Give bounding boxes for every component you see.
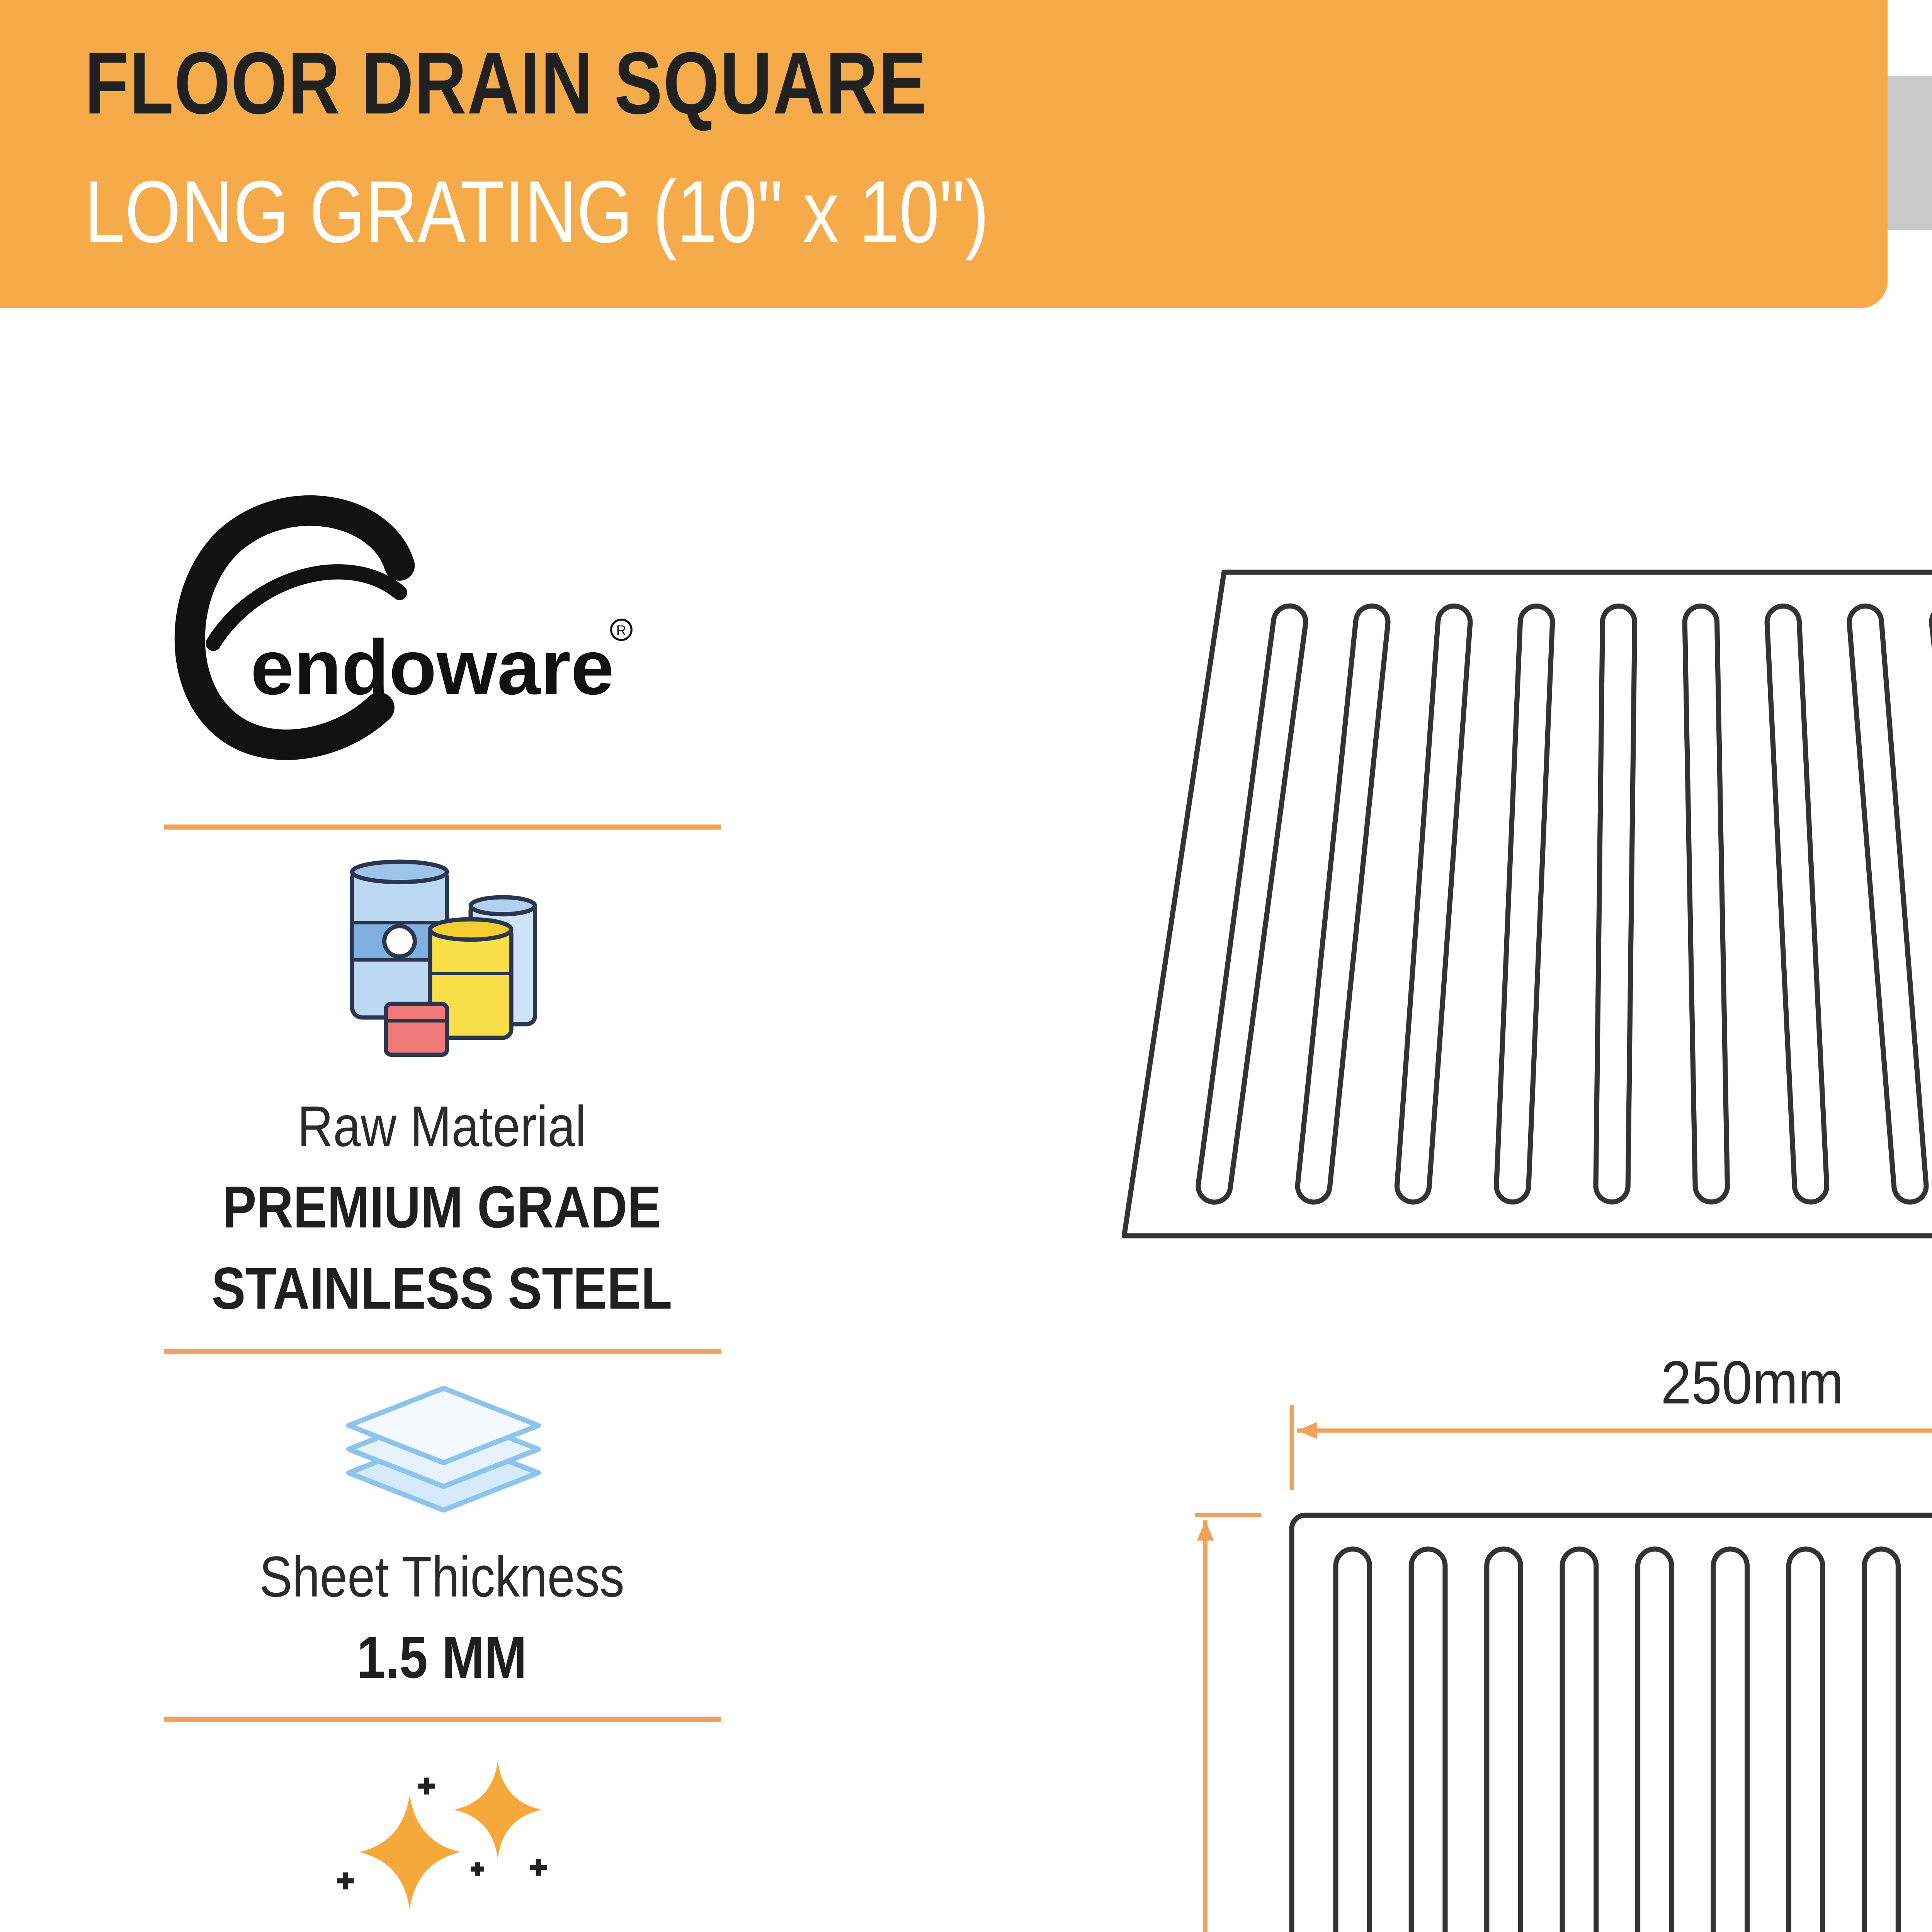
feature-label: Raw Material: [297, 1095, 587, 1160]
feature-value: PREMIUM GRADE: [222, 1175, 662, 1241]
feature-value: 1.5 MM: [357, 1625, 527, 1691]
logo-text: endoware: [250, 624, 614, 711]
width-dimension-label: 250mm: [1661, 1347, 1844, 1417]
svg-text:R: R: [616, 623, 626, 638]
grating-front-outline: [1292, 1515, 1932, 1932]
product-title: FLOOR DRAIN SQUARE: [85, 36, 927, 134]
feature-value: STAINLESS STEEL: [211, 1256, 672, 1322]
product-subtitle: LONG GRATING (10" x 10"): [85, 164, 989, 263]
feature-label: Sheet Thickness: [259, 1546, 624, 1610]
